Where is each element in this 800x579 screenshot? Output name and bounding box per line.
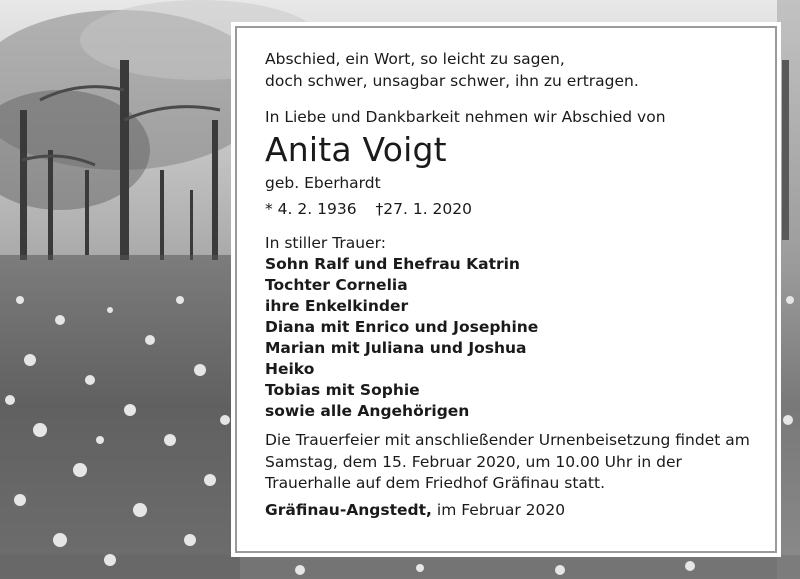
life-dates (265, 198, 757, 220)
verse-line: Abschied, ein Wort, so leicht zu sagen, (265, 50, 565, 68)
notice-line: Samstag, dem 15. Februar 2020, um 10.00 Uhr in der (265, 452, 682, 471)
relative-item: Heiko (265, 360, 315, 378)
relatives-list (265, 254, 757, 422)
relative-item: sowie alle Angehörigen (265, 402, 470, 420)
place-and-date (265, 499, 757, 521)
verse-line: doch schwer, unsagbar schwer, ihn zu ertragen. (265, 72, 639, 90)
relative-item: Tochter Cornelia (265, 276, 408, 294)
deceased-name: Anita Voigt (265, 130, 447, 169)
place-date: im Februar 2020 (436, 500, 566, 519)
notice-line: Trauerhalle auf dem Friedhof Gräfinau statt. (265, 474, 606, 492)
birth-date: * 4. 2. 1936 (265, 200, 357, 218)
relative-item: Marian mit Juliana und Joshua (265, 339, 527, 357)
funeral-notice (265, 430, 757, 495)
verse (265, 48, 757, 92)
birth-name: geb. Eberhardt (265, 174, 381, 192)
intro-text: In Liebe und Dankbarkeit nehmen wir Abschied von (265, 108, 666, 126)
relative-item: Sohn Ralf und Ehefrau Katrin (265, 255, 520, 273)
relative-item: Tobias mit Sophie (265, 381, 420, 399)
relative-item: ihre Enkelkinder (265, 297, 409, 315)
place-name: Gräfinau-Angstedt, (265, 500, 432, 519)
notice-line: Die Trauerfeier mit anschließender Urnenbeisetzung findet am (265, 431, 750, 449)
mourning-label: In stiller Trauer: (265, 234, 386, 252)
death-date: †27. 1. 2020 (375, 200, 472, 218)
obituary-content (265, 48, 757, 521)
obituary-card (235, 26, 777, 553)
relative-item: Diana mit Enrico und Josephine (265, 318, 539, 336)
